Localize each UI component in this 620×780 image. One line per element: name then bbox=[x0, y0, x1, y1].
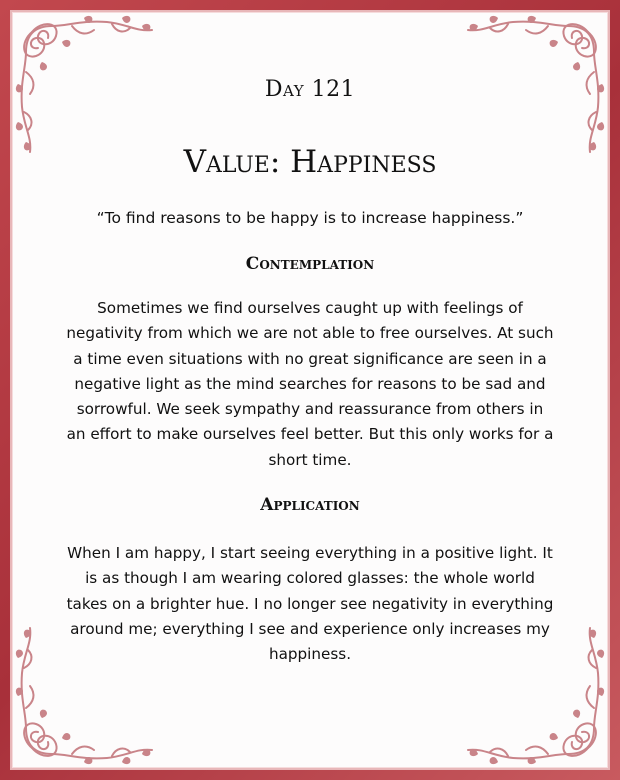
quote: “To find reasons to be happy is to increase happiness.” bbox=[96, 209, 524, 227]
page-content bbox=[50, 70, 570, 668]
contemplation-heading: Contemplation bbox=[245, 254, 375, 274]
application-heading: Application bbox=[260, 495, 360, 516]
text-line: around me; everything I see and experience only increases my bbox=[70, 619, 550, 638]
text-line: Sometimes we find ourselves caught up with feelings of bbox=[97, 299, 523, 317]
application-paragraph bbox=[50, 541, 570, 667]
text-line: is as though I am wearing colored glasses: the whole world bbox=[85, 569, 535, 588]
text-line: sorrowful. We seek sympathy and reassurance from others in bbox=[76, 400, 544, 419]
day-label: Day 121 bbox=[264, 77, 356, 102]
text-line: short time. bbox=[268, 450, 352, 469]
text-line: happiness. bbox=[268, 645, 352, 664]
page-title: Value: Happiness bbox=[183, 144, 437, 180]
text-line: When I am happy, I start seeing everything in a positive light. It bbox=[67, 544, 553, 563]
text-line: negativity from which we are not able to free ourselves. At such bbox=[66, 324, 554, 343]
text-line: an effort to make ourselves feel better. But this only works for a bbox=[66, 425, 554, 444]
contemplation-paragraph bbox=[50, 296, 570, 473]
text-line: takes on a brighter hue. I no longer see negativity in everything bbox=[66, 594, 554, 613]
text-line: negative light as the mind searches for reasons to be sad and bbox=[74, 374, 546, 393]
text-line: a time even situations with no great significance are seen in a bbox=[73, 349, 547, 368]
